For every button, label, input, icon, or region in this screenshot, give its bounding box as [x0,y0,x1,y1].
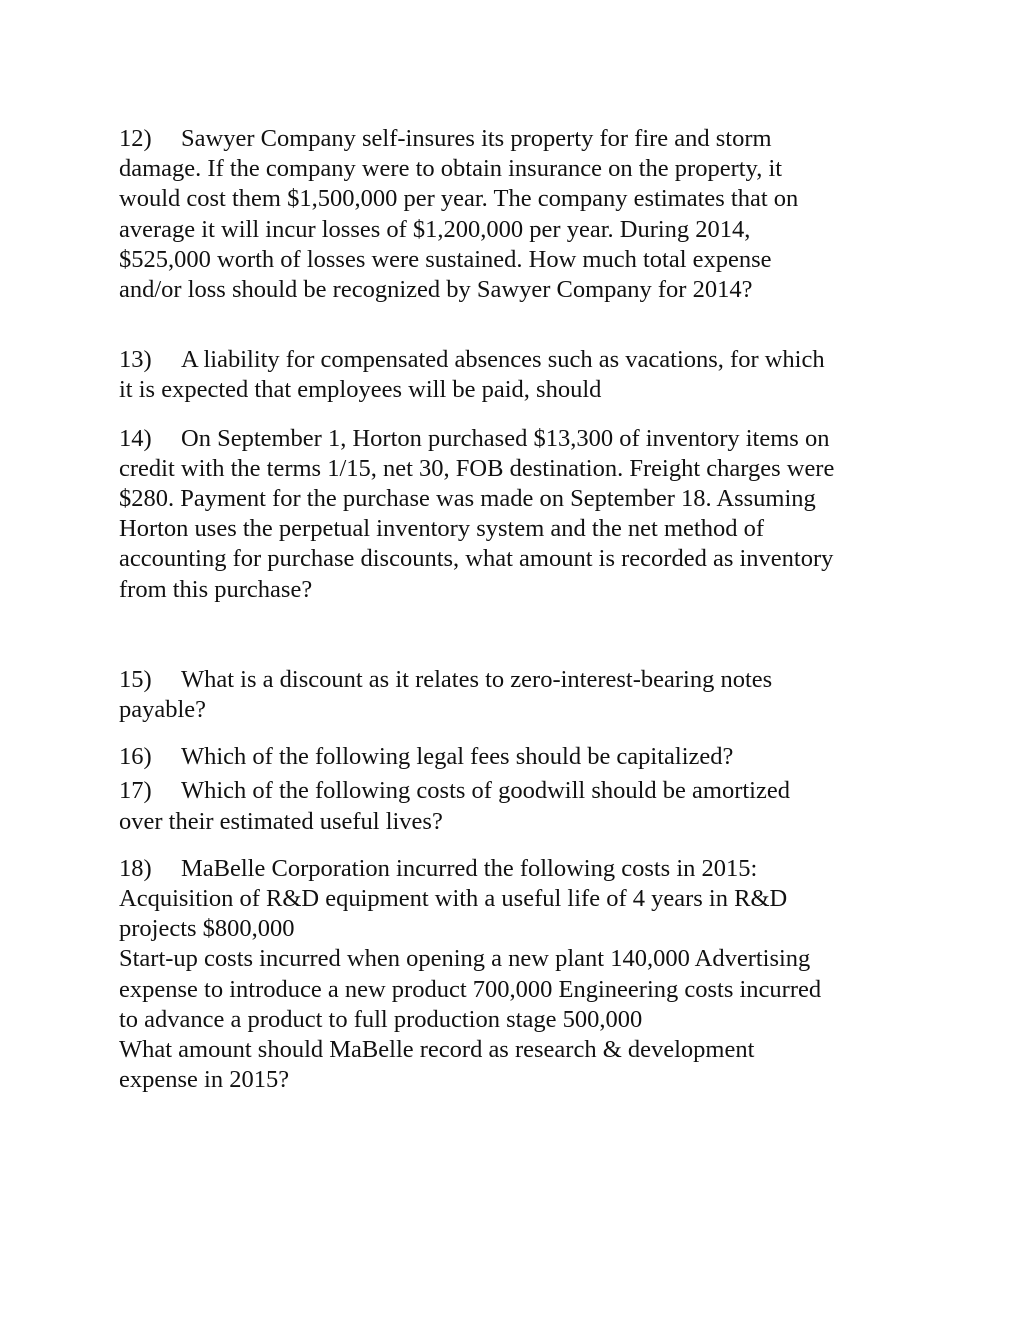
question-line: Start-up costs incurred when opening a new plant 140,000 Advertising [119,945,811,973]
question-line [119,854,909,884]
question-line: Acquisition of R&D equipment with a useful life of 4 years in R&D [119,885,788,913]
question-line: projects $800,000 [119,915,295,943]
question-line [119,742,909,772]
question-number: 12) [119,125,152,152]
question-line [119,345,909,375]
question-line: What amount should MaBelle record as research & development [119,1036,755,1064]
question-line: from this purchase? [119,575,313,603]
question-text: MaBelle Corporation incurred the following costs in 2015: [181,854,758,882]
question-line: $525,000 worth of losses were sustained. How much total expense [119,245,772,273]
question-line: it is expected that employees will be paid, should [119,376,602,404]
question-13 [119,345,909,405]
question-list [119,124,909,1095]
question-line [119,776,909,806]
question-line: would cost them $1,500,000 per year. The company estimates that on [119,185,799,213]
question-text: On September 1, Horton purchased $13,300 of inventory items on [181,424,830,452]
question-line: and/or loss should be recognized by Sawyer Company for 2014? [119,276,753,304]
question-line: payable? [119,696,207,724]
question-number: 16) [119,743,152,771]
question-text: A liability for compensated absences such as vacations, for which [181,346,825,374]
question-18 [119,854,909,1096]
question-text: What is a discount as it relates to zero-interest-bearing notes [181,665,773,693]
question-line: expense to introduce a new product 700,000 Engineering costs incurred [119,975,822,1003]
question-text: Which of the following costs of goodwill should be amortized [181,777,790,805]
question-15 [119,665,909,725]
question-line: to advance a product to full production stage 500,000 [119,1005,643,1033]
question-line: expense in 2015? [119,1066,290,1094]
question-line: average it will incur losses of $1,200,000 per year. During 2014, [119,215,751,243]
question-line: damage. If the company were to obtain insurance on the property, it [119,155,783,183]
question-line [119,424,909,454]
question-number: 15) [119,665,152,693]
question-line: over their estimated useful lives? [119,807,443,835]
question-number: 14) [119,424,152,452]
question-16 [119,742,909,772]
question-text: Sawyer Company self-insures its property for fire and storm [181,125,772,152]
question-line: Horton uses the perpetual inventory system and the net method of [119,515,765,543]
question-line [119,124,909,154]
question-number: 17) [119,777,152,805]
question-17 [119,776,909,836]
question-number: 13) [119,346,152,374]
question-12 [119,124,909,305]
question-line [119,665,909,695]
question-line: accounting for purchase discounts, what amount is recorded as inventory [119,545,834,573]
question-14 [119,424,909,605]
question-number: 18) [119,854,152,882]
question-line: credit with the terms 1/15, net 30, FOB destination. Freight charges were [119,454,835,482]
question-text: Which of the following legal fees should be capitalized? [181,743,734,771]
question-line: $280. Payment for the purchase was made on September 18. Assuming [119,485,816,513]
